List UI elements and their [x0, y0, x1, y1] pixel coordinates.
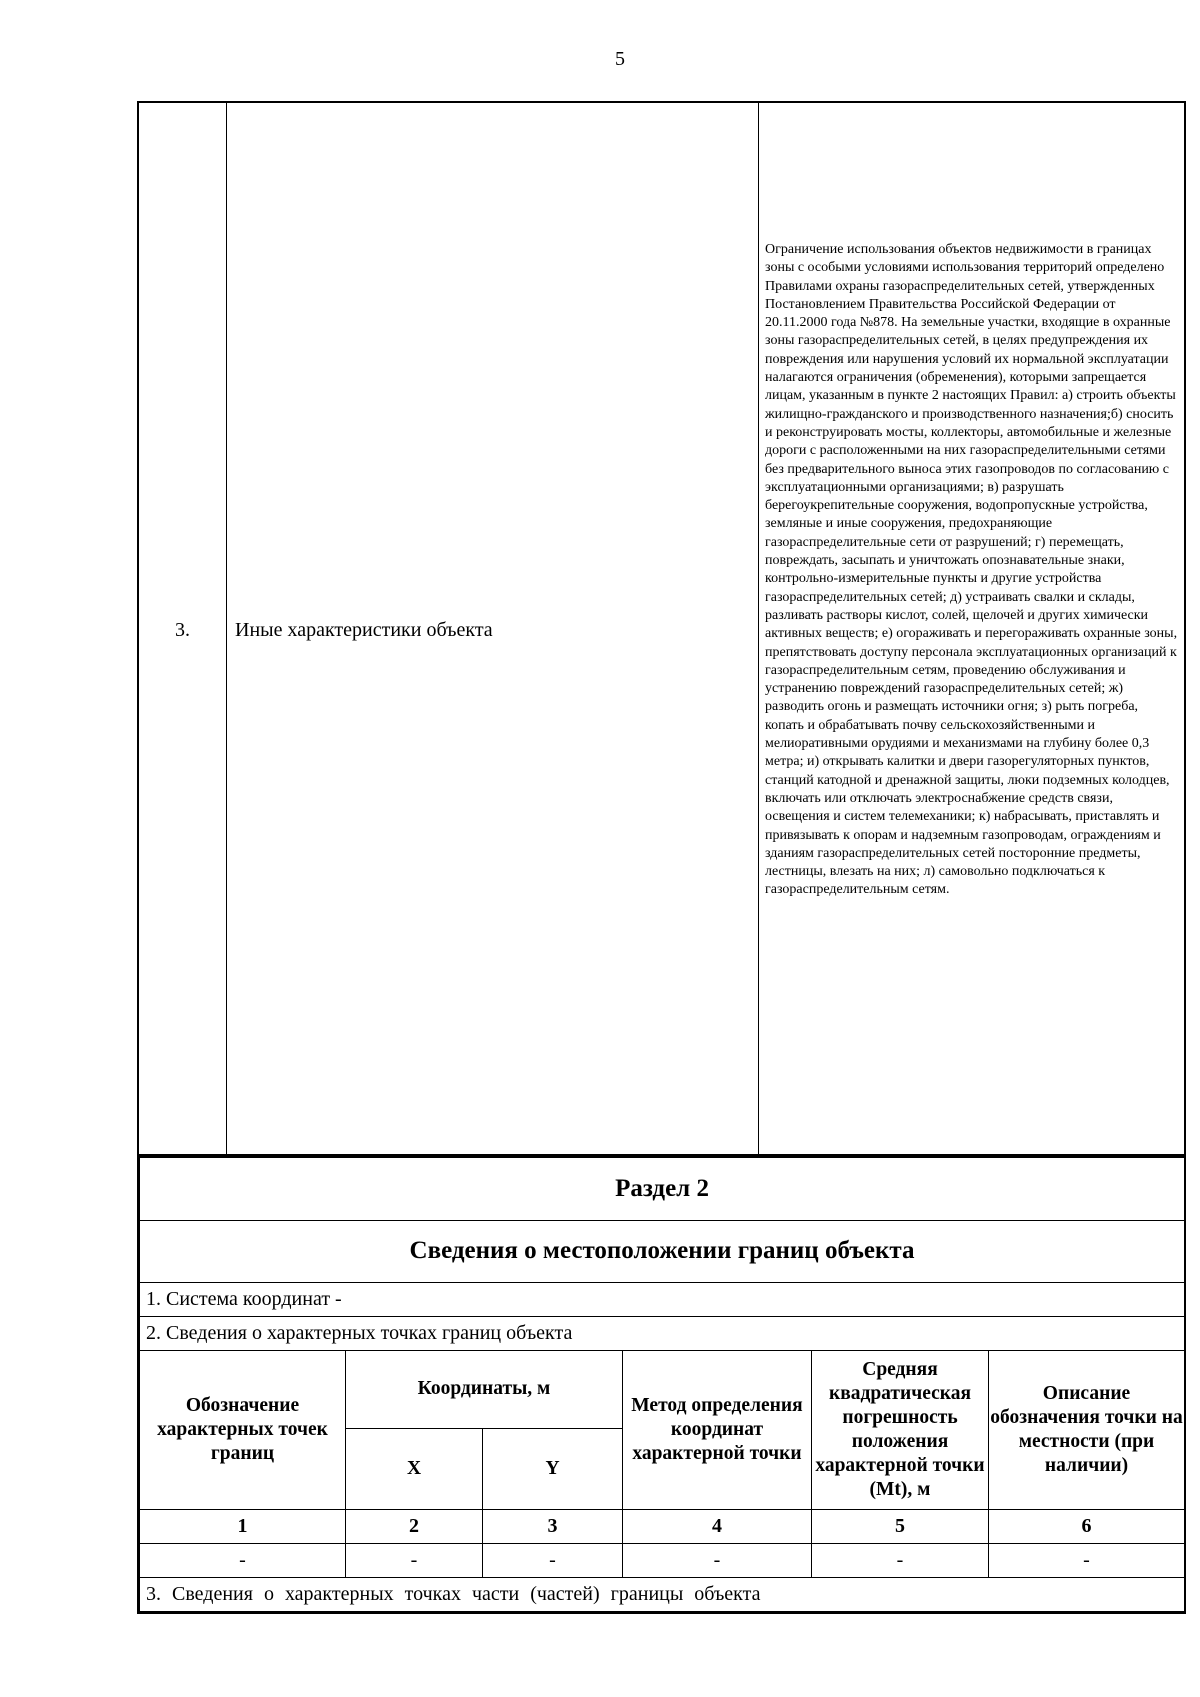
table-cell: - — [483, 1543, 623, 1577]
points-heading: 2. Сведения о характерных точках границ объекта — [140, 1316, 1185, 1350]
header-designation: Обозначение характерных точек границ — [140, 1350, 346, 1509]
coordinate-system: 1. Система координат - — [140, 1282, 1185, 1316]
header-y: Y — [483, 1428, 623, 1509]
section-title: Раздел 2 — [140, 1157, 1185, 1220]
page-number: 5 — [615, 48, 625, 70]
characteristics-row — [137, 101, 1186, 1154]
table-cell: - — [140, 1543, 346, 1577]
section-2-table — [137, 1154, 1186, 1614]
section-subtitle: Сведения о местоположении границ объекта — [140, 1220, 1185, 1282]
parts-heading: 3. Сведения о характерных точках части (частей) границы объекта — [140, 1577, 1185, 1611]
table-cell: - — [812, 1543, 989, 1577]
row-value-cell — [759, 103, 1184, 1154]
row-name-cell — [227, 103, 759, 1154]
row-name: Иные характеристики объекта — [235, 619, 493, 641]
column-number: 6 — [989, 1509, 1185, 1543]
column-number: 1 — [140, 1509, 346, 1543]
header-description: Описание обозначения точки на местности (при наличии) — [989, 1350, 1185, 1509]
row-number: 3. — [175, 619, 190, 641]
column-number: 5 — [812, 1509, 989, 1543]
column-number: 4 — [623, 1509, 812, 1543]
header-error: Средняя квадратическая погрешность положения характерной точки (Mt), м — [812, 1350, 989, 1509]
column-number: 3 — [483, 1509, 623, 1543]
table-cell: - — [346, 1543, 483, 1577]
table-cell: - — [989, 1543, 1185, 1577]
header-coordinates: Координаты, м — [346, 1350, 623, 1428]
column-number: 2 — [346, 1509, 483, 1543]
header-x: X — [346, 1428, 483, 1509]
row-number-cell — [139, 103, 227, 1154]
header-method: Метод определения координат характерной точки — [623, 1350, 812, 1509]
table-cell: - — [623, 1543, 812, 1577]
restrictions-text: Ограничение использования объектов недвижимости в границах зоны с особыми условиями использования территорий определено Правилами охраны газораспределительных сетей, утвержденных Постановлением Правительства Российской Федерации от 20.11.2000 года №878. На земельные участки, входящие в охранные зоны газораспределительных сетей, в целях предупреждения их повреждения или нарушения условий их нормальной эксплуатации налагаются ограничения (обременения), которыми запрещается лицам, указанным в пункте 2 настоящих Правил: а) строить объекты жилищно-гражданского и производственного назначения;б) сносить и реконструировать мосты, коллекторы, автомобильные и железные дороги с расположенными на них газораспределительными сетями без предварительного выноса этих газопроводов по согласованию с эксплуатационными организациями; в) разрушать берегоукрепительные сооружения, водопропускные устройства, земляные и иные сооружения, предохраняющие газораспределительные сети от разрушений; г) перемещать, повреждать, засыпать и уничтожать опознавательные знаки, контрольно-измерительные пункты и другие устройства газораспределительных сетей; д) устраивать свалки и склады, разливать растворы кислот, солей, щелочей и других химически активных веществ; е) огораживать и перегораживать охранные зоны, препятствовать доступу персонала эксплуатационных организаций к газораспределительным сетям, проведению обслуживания и устранению повреждений газораспределительных сетей; ж) разводить огонь и размещать источники огня; з) рыть погреба, копать и обрабатывать почву сельскохозяйственными и мелиоративными орудиями и механизмами на глубину более 0,3 метра; и) открывать калитки и двери газорегуляторных пунктов, станций катодной и дренажной защиты, люки подземных колодцев, включать или отключать электроснабжение средств связи, освещения и систем телемеханики; к) набрасывать, приставлять и привязывать к опорам и надземным газопроводам, ограждениям и зданиям газораспределительных сетей посторонние предметы, лестницы, влезать на них; л) самовольно подключаться к газораспределительным сетям. — [765, 242, 1178, 898]
